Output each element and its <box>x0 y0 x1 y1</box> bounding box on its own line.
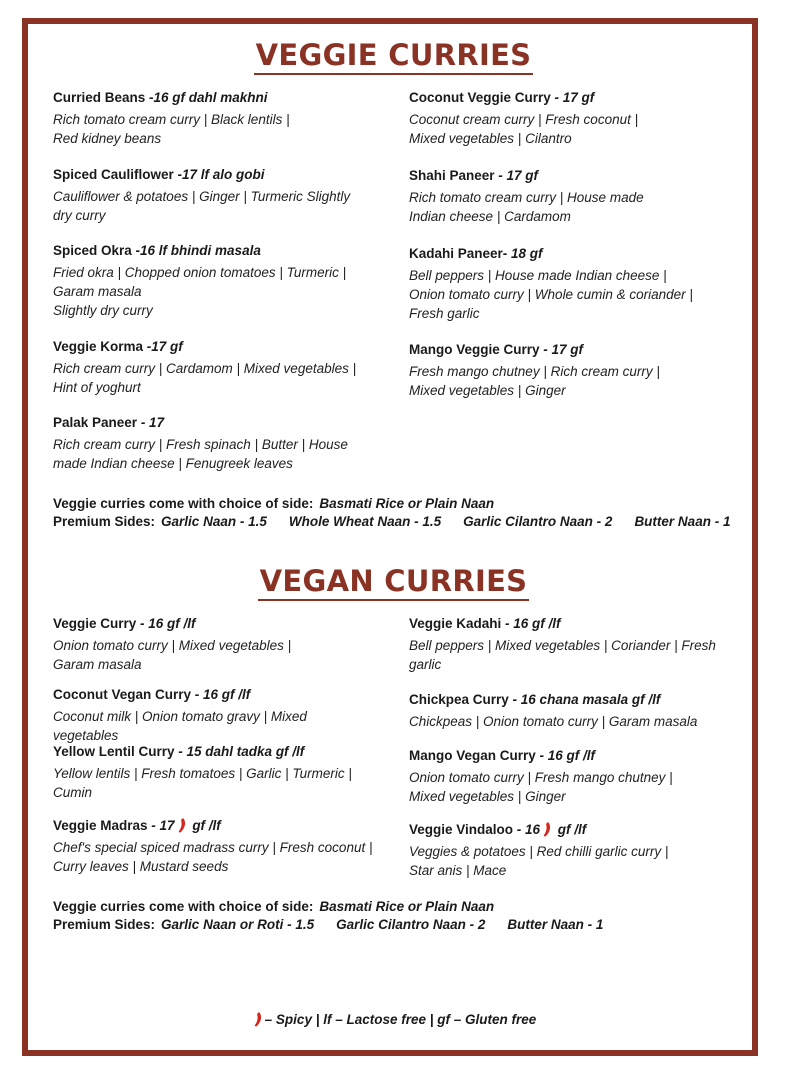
chili-icon <box>542 821 552 837</box>
menu-item-veggie-korma: Veggie Korma -17 gf Rich cream curry | Cardamom | Mixed vegetables | Hint of yoghurt <box>53 339 357 395</box>
menu-item-mango-vegan-curry: Mango Vegan Curry - 16 gf /lf Onion tomato curry | Fresh mango chutney | Mixed vegetables | Ginger <box>409 748 673 804</box>
menu-item-yellow-lentil-curry: Yellow Lentil Curry - 15 dahl tadka gf /lf Yellow lentils | Fresh tomatoes | Garlic | Turmeric | Cumin <box>53 744 352 800</box>
vegan-curries-title: VEGAN CURRIES <box>0 564 787 598</box>
chili-icon <box>253 1011 263 1027</box>
menu-item-curried-beans: Curried Beans -16 gf dahl makhni Rich tomato cream curry | Black lentils | Red kidney beans <box>53 90 290 146</box>
menu-item-palak-paneer: Palak Paneer - 17 Rich cream curry | Fresh spinach | Butter | House made Indian cheese | Fenugreek leaves <box>53 415 348 471</box>
menu-item-spiced-cauliflower: Spiced Cauliflower -17 lf alo gobi Cauliflower & potatoes | Ginger | Turmeric Slightly dry curry <box>53 167 351 223</box>
legend: – Spicy | lf – Lactose free | gf – Gluten free <box>0 1011 787 1027</box>
menu-item-kadahi-paneer: Kadahi Paneer- 18 gf Bell peppers | House made Indian cheese | Onion tomato curry | Whole cumin & coriander | Fresh garlic <box>409 246 693 321</box>
menu-item-coconut-veggie-curry: Coconut Veggie Curry - 17 gf Coconut cream curry | Fresh coconut | Mixed vegetables | Cilantro <box>409 90 639 146</box>
menu-item-chickpea-curry: Chickpea Curry - 16 chana masala gf /lf Chickpeas | Onion tomato curry | Garam masala <box>409 692 698 729</box>
menu-item-veggie-vindaloo: Veggie Vindaloo - 16 gf /lf Veggies & potatoes | Red chilli garlic curry | Star anis | Mace <box>409 822 669 878</box>
menu-item-coconut-vegan-curry: Coconut Vegan Curry - 16 gf /lf Coconut milk | Onion tomato gravy | Mixed vegetables <box>53 687 307 743</box>
vegan-premium-sides: Premium Sides: Garlic Naan or Roti - 1.5 Garlic Cilantro Naan - 2 Butter Naan - 1 <box>53 917 604 932</box>
menu-item-veggie-madras: Veggie Madras - 17 gf /lf Chef's special spiced madrass curry | Fresh coconut | Curry leaves | Mustard seeds <box>53 818 373 874</box>
chili-icon <box>177 817 187 833</box>
menu-item-mango-veggie-curry: Mango Veggie Curry - 17 gf Fresh mango chutney | Rich cream curry | Mixed vegetables | Ginger <box>409 342 660 398</box>
menu-item-shahi-paneer: Shahi Paneer - 17 gf Rich tomato cream curry | House made Indian cheese | Cardamom <box>409 168 644 224</box>
menu-item-veggie-curry: Veggie Curry - 16 gf /lf Onion tomato curry | Mixed vegetables | Garam masala <box>53 616 292 672</box>
veggie-curries-title: VEGGIE CURRIES <box>0 38 787 72</box>
veggie-side-note: Veggie curries come with choice of side: Basmati Rice or Plain Naan <box>53 496 495 511</box>
menu-item-veggie-kadahi: Veggie Kadahi - 16 gf /lf Bell peppers | Mixed vegetables | Coriander | Fresh garlic <box>409 616 716 672</box>
vegan-side-note: Veggie curries come with choice of side: Basmati Rice or Plain Naan <box>53 899 495 914</box>
veggie-premium-sides: Premium Sides: Garlic Naan - 1.5 Whole Wheat Naan - 1.5 Garlic Cilantro Naan - 2 Butter Naan - 1 <box>53 514 731 529</box>
menu-item-spiced-okra: Spiced Okra -16 lf bhindi masala Fried okra | Chopped onion tomatoes | Turmeric | Garam masala Slightly dry curry <box>53 243 347 318</box>
